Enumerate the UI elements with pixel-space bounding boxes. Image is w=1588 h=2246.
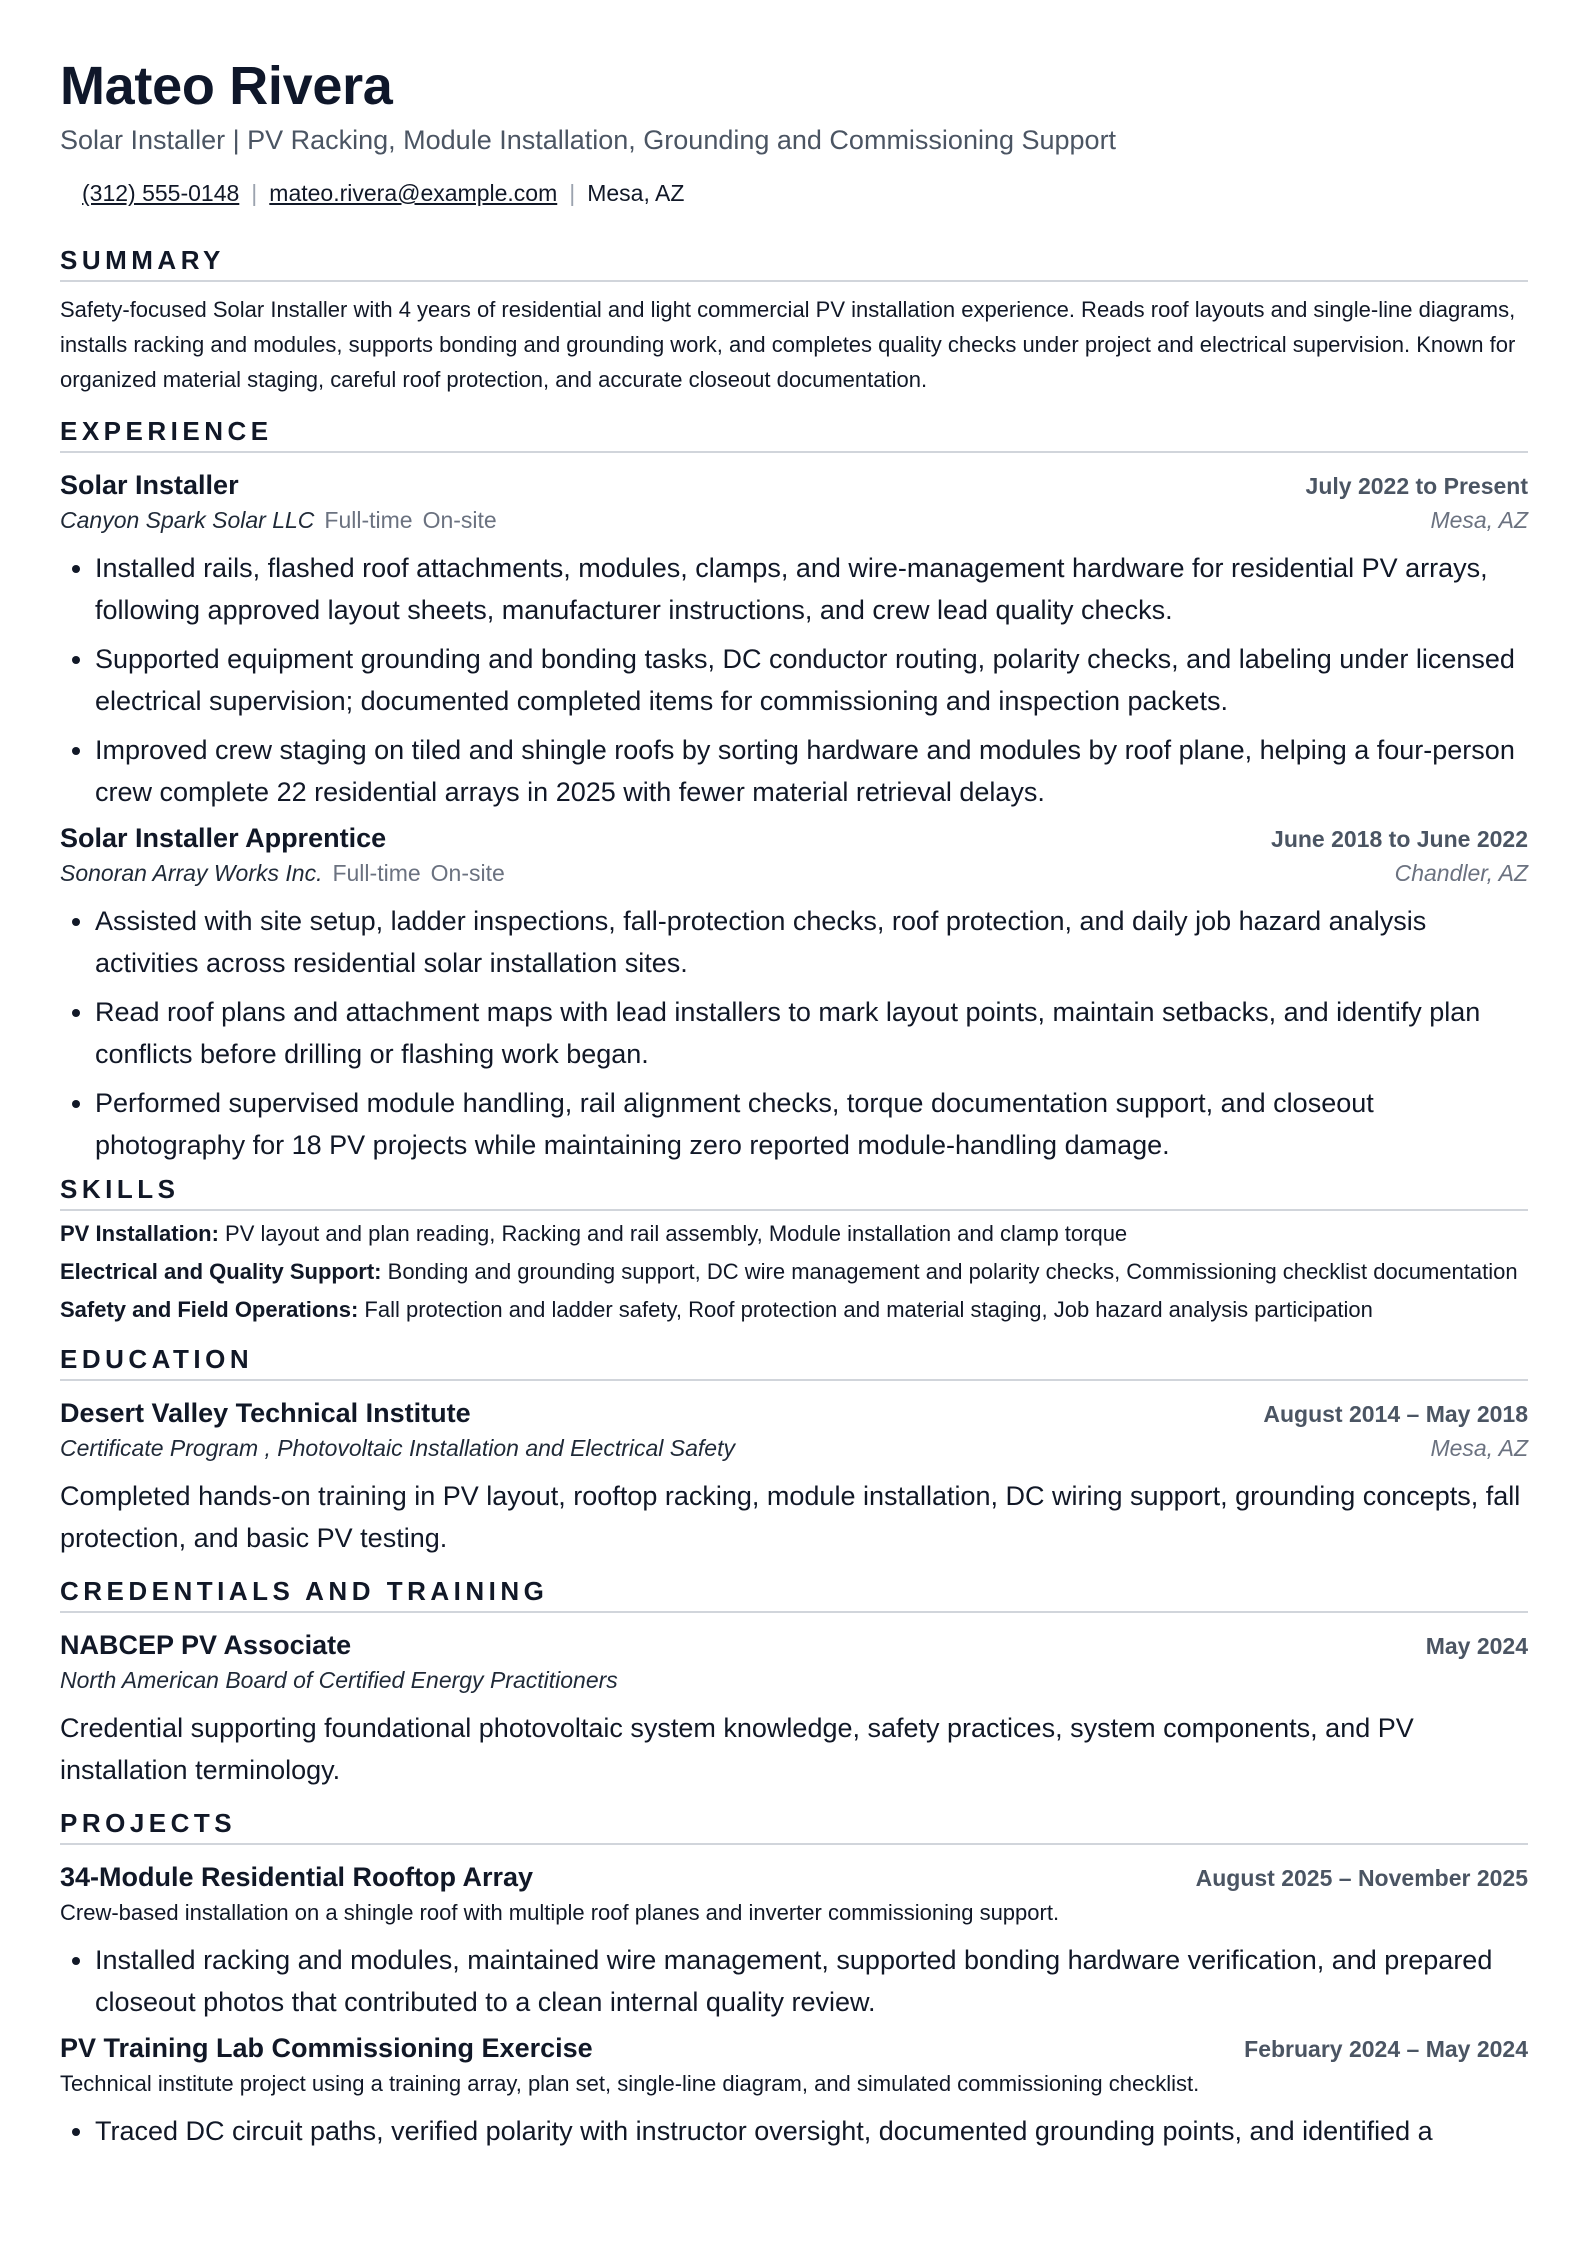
summary-heading: SUMMARY bbox=[60, 244, 1528, 282]
bullet-item: • Improved crew staging on tiled and shingle roofs by sorting hardware and modules by roof plane, helping a four-person crew complete 22 residential arrays in 2025 with fewer material retrieval delays. bbox=[95, 729, 1528, 813]
company-name: Canyon Spark Solar LLC bbox=[60, 507, 315, 533]
company-name: Sonoran Array Works Inc. bbox=[60, 860, 323, 886]
candidate-headline: Solar Installer | PV Racking, Module Installation, Grounding and Commissioning Support bbox=[60, 125, 1117, 155]
bullet-item: • Read roof plans and attachment maps with lead installers to mark layout points, maintain setbacks, and identify plan conflicts before drilling or flashing work began. bbox=[95, 991, 1528, 1075]
project-entry bbox=[60, 1859, 1528, 2023]
skill-group bbox=[60, 1295, 1528, 1325]
credential-date: May 2024 bbox=[1425, 1633, 1528, 1659]
employment-type: Full-time bbox=[324, 507, 413, 533]
education-program: Certificate Program , Photovoltaic Installation and Electrical Safety bbox=[60, 1435, 735, 1461]
skill-group-items: Bonding and grounding support, DC wire management and polarity checks, Commissioning checklist documentation bbox=[387, 1259, 1518, 1284]
skill-group-items: PV layout and plan reading, Racking and rail assembly, Module installation and clamp torque bbox=[225, 1221, 1128, 1246]
bullet-item: • Traced DC circuit paths, verified polarity with instructor oversight, documented grounding points, and identified a bbox=[95, 2110, 1528, 2152]
skill-group-label: Electrical and Quality Support: bbox=[60, 1259, 382, 1284]
credential-name: NABCEP PV Associate bbox=[60, 1630, 352, 1660]
project-dates: August 2025 – November 2025 bbox=[1195, 1865, 1528, 1891]
bullet-item: • Installed racking and modules, maintained wire management, supported bonding hardware verification, and prepared closeout photos that contributed to a clean internal quality review. bbox=[95, 1939, 1528, 2023]
bullet-item: • Performed supervised module handling, rail alignment checks, torque documentation support, and closeout photography for 18 PV projects while maintaining zero reported module-handling damage. bbox=[95, 1082, 1528, 1166]
skill-group bbox=[60, 1219, 1528, 1249]
credential-entry bbox=[60, 1627, 1528, 1791]
phone-link[interactable]: (312) 555-0148 bbox=[82, 180, 240, 206]
education-dates: August 2014 – May 2018 bbox=[1263, 1401, 1528, 1427]
project-description: Technical institute project using a training array, plan set, single-line diagram, and simulated commissioning checklist. bbox=[60, 2071, 1200, 2096]
skill-group-label: Safety and Field Operations: bbox=[60, 1297, 359, 1322]
education-location: Mesa, AZ bbox=[1430, 1435, 1528, 1461]
education-heading: EDUCATION bbox=[60, 1343, 1528, 1381]
project-bullets bbox=[60, 2110, 1528, 2152]
credential-issuer: North American Board of Certified Energy Practitioners bbox=[60, 1667, 618, 1693]
job-title: Solar Installer bbox=[60, 470, 239, 500]
projects-heading: PROJECTS bbox=[60, 1807, 1528, 1845]
skill-group bbox=[60, 1257, 1528, 1287]
job-location: Chandler, AZ bbox=[1394, 860, 1528, 886]
job-dates: June 2018 to June 2022 bbox=[1271, 826, 1528, 852]
candidate-name: Mateo Rivera bbox=[60, 56, 393, 116]
summary-text: Safety-focused Solar Installer with 4 years of residential and light commercial PV installation experience. Reads roof layouts and single-line diagrams, installs racking and modules, supports bonding and grounding work, and completes quality checks under project and electrical supervision. Known for organized material staging, careful roof protection, and accurate closeout documentation. bbox=[60, 297, 1516, 392]
project-name: 34-Module Residential Rooftop Array bbox=[60, 1862, 534, 1892]
skill-group-label: PV Installation: bbox=[60, 1221, 219, 1246]
experience-heading: EXPERIENCE bbox=[60, 415, 1528, 453]
project-description: Crew-based installation on a shingle roof with multiple roof planes and inverter commissioning support. bbox=[60, 1900, 1060, 1925]
project-bullets bbox=[60, 1939, 1528, 2023]
school-name: Desert Valley Technical Institute bbox=[60, 1398, 471, 1428]
job-bullets bbox=[60, 547, 1528, 813]
work-setting: On-site bbox=[430, 860, 505, 886]
skill-group-items: Fall protection and ladder safety, Roof protection and material staging, Job hazard analysis participation bbox=[364, 1297, 1373, 1322]
job-title: Solar Installer Apprentice bbox=[60, 823, 387, 853]
experience-entry bbox=[60, 820, 1528, 1166]
contact-location: Mesa, AZ bbox=[587, 180, 685, 206]
bullet-item: • Supported equipment grounding and bonding tasks, DC conductor routing, polarity checks, and labeling under licensed electrical supervision; documented completed items for commissioning and inspection packets. bbox=[95, 638, 1528, 722]
job-dates: July 2022 to Present bbox=[1305, 473, 1528, 499]
skills-heading: SKILLS bbox=[60, 1173, 1528, 1211]
experience-entry bbox=[60, 467, 1528, 813]
contact-line bbox=[60, 178, 1528, 208]
project-entry bbox=[60, 2030, 1528, 2152]
bullet-item: • Assisted with site setup, ladder inspections, fall-protection checks, roof protection, and daily job hazard analysis activities across residential solar installation sites. bbox=[95, 900, 1528, 984]
employment-type: Full-time bbox=[332, 860, 421, 886]
bullet-item: • Installed rails, flashed roof attachments, modules, clamps, and wire-management hardware for residential PV arrays, following approved layout sheets, manufacturer instructions, and crew lead quality checks. bbox=[95, 547, 1528, 631]
email-link[interactable]: mateo.rivera@example.com bbox=[269, 180, 558, 206]
credentials-heading: CREDENTIALS AND TRAINING bbox=[60, 1575, 1528, 1613]
project-dates: February 2024 – May 2024 bbox=[1244, 2036, 1528, 2062]
work-setting: On-site bbox=[422, 507, 497, 533]
contact-separator: | bbox=[569, 180, 576, 206]
credential-description: Credential supporting foundational photovoltaic system knowledge, safety practices, system components, and PV installation terminology. bbox=[60, 1713, 1414, 1785]
job-bullets bbox=[60, 900, 1528, 1166]
project-name: PV Training Lab Commissioning Exercise bbox=[60, 2033, 593, 2063]
contact-separator: | bbox=[251, 180, 258, 206]
job-location: Mesa, AZ bbox=[1430, 507, 1528, 533]
education-description: Completed hands-on training in PV layout, rooftop racking, module installation, DC wiring support, grounding concepts, fall protection, and basic PV testing. bbox=[60, 1481, 1521, 1553]
education-entry bbox=[60, 1395, 1528, 1559]
